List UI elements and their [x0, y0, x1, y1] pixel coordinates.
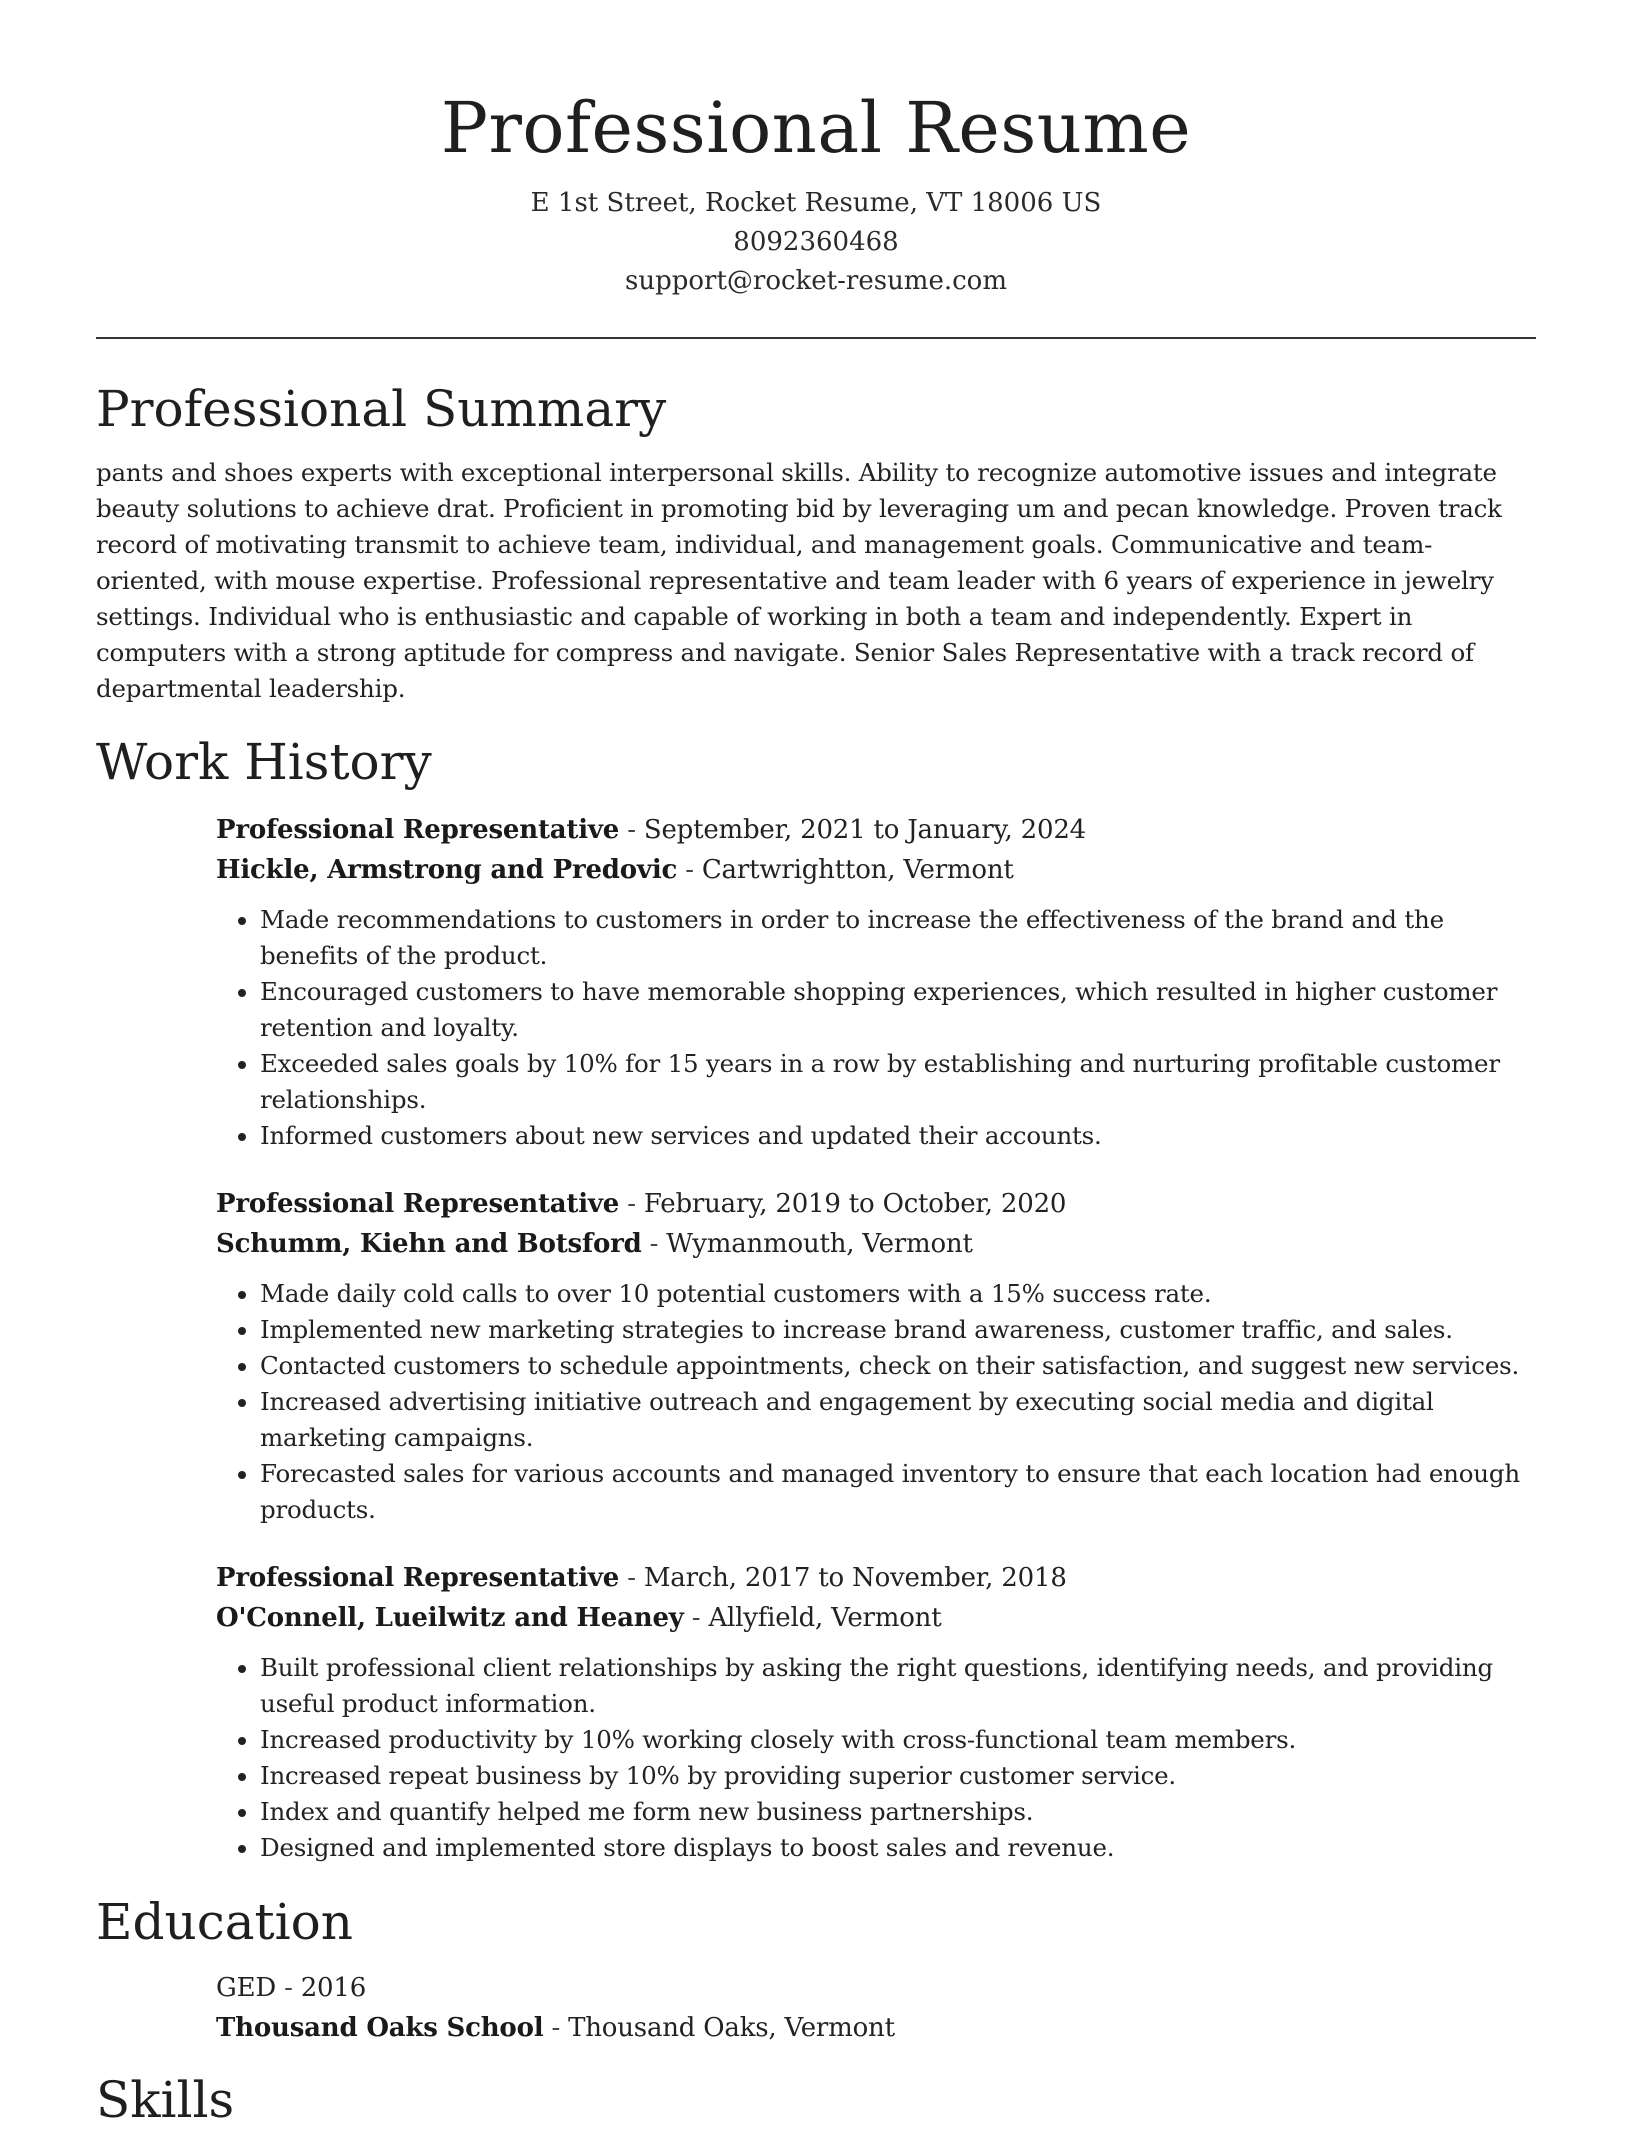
summary-section: [96, 379, 1536, 707]
resume-title: Professional Resume: [440, 87, 1192, 169]
job-duties-list: [216, 1650, 1536, 1866]
separator: -: [276, 1973, 301, 2003]
skills-section: [96, 2070, 1536, 2130]
job-company: Schumm, Kiehn and Botsford: [216, 1229, 642, 1259]
job-duties-list: [216, 1276, 1536, 1528]
job-company: O'Connell, Lueilwitz and Heaney: [216, 1603, 684, 1633]
job-dates: March, 2017 to November, 2018: [643, 1563, 1067, 1593]
job-title-line: [216, 1558, 1536, 1598]
duty-item: • Made daily cold calls to over 10 potential customers with a 15% success rate.: [260, 1276, 1536, 1312]
duty-item: • Informed customers about new services and updated their accounts.: [260, 1118, 1536, 1154]
contact-info: [96, 184, 1536, 301]
separator: -: [641, 1229, 667, 1259]
job-entry: [216, 1558, 1536, 1866]
job-company-line: [216, 1224, 1536, 1264]
duty-item: • Encouraged customers to have memorable shopping experiences, which resulted in higher customer retention and loyalty.: [260, 974, 1536, 1046]
header-divider: [96, 337, 1536, 339]
job-role: Professional Representative: [216, 1189, 620, 1219]
job-location: Allyfield, Vermont: [708, 1603, 942, 1633]
duty-item: • Designed and implemented store displays to boost sales and revenue.: [260, 1830, 1536, 1866]
education-year: 2016: [300, 1973, 367, 2003]
resume-page: [96, 0, 1536, 2130]
job-title-line: [216, 1184, 1536, 1224]
job-role: Professional Representative: [216, 1563, 620, 1593]
duty-item: • Made recommendations to customers in order to increase the effectiveness of the brand and the benefits of the product.: [260, 902, 1536, 974]
separator: -: [543, 2013, 569, 2043]
education-heading: Education: [96, 1893, 353, 1951]
degree-line: [216, 1968, 1536, 2008]
skills-heading: Skills: [96, 2071, 235, 2129]
separator: -: [677, 855, 702, 885]
school-name: Thousand Oaks School: [216, 2013, 544, 2043]
job-role: Professional Representative: [216, 815, 620, 845]
job-dates: February, 2019 to October, 2020: [643, 1189, 1067, 1219]
contact-email: support@rocket-resume.com: [624, 266, 1007, 296]
contact-phone: 8092360468: [733, 227, 899, 257]
job-company-line: [216, 850, 1536, 890]
summary-text: pants and shoes experts with exceptional interpersonal skills. Ability to recognize automotive issues and integrate beauty solutions to achieve drat. Proficient in promoting bid by leveraging um and pecan knowledge. Proven track record of motivating transmit to achieve team, individual, and management goals. Communicative and team-oriented, with mouse expertise. Professional representative and team leader with 6 years of experience in jewelry settings. Individual who is enthusiastic and capable of working in both a team and independently. Expert in computers with a strong aptitude for compress and navigate. Senior Sales Representative with a track record of departmental leadership.: [96, 458, 1502, 703]
duty-item: • Index and quantify helped me form new business partnerships.: [260, 1794, 1536, 1830]
duty-item: • Exceeded sales goals by 10% for 15 years in a row by establishing and nurturing profitable customer relationships.: [260, 1046, 1536, 1118]
duty-item: • Implemented new marketing strategies to increase brand awareness, customer traffic, and sales.: [260, 1312, 1536, 1348]
summary-heading: Professional Summary: [96, 380, 667, 438]
work-history-section: [96, 732, 1536, 1866]
job-entry: [216, 1184, 1536, 1528]
duty-item: • Increased advertising initiative outreach and engagement by executing social media and digital marketing campaigns.: [260, 1384, 1536, 1456]
duty-item: • Increased productivity by 10% working closely with cross-functional team members.: [260, 1722, 1536, 1758]
resume-header: [96, 0, 1536, 301]
duty-item: • Built professional client relationships by asking the right questions, identifying needs, and providing useful product information.: [260, 1650, 1536, 1722]
separator: -: [619, 1189, 644, 1219]
job-entry: [216, 810, 1536, 1154]
duty-item: • Forecasted sales for various accounts and managed inventory to ensure that each location had enough products.: [260, 1456, 1536, 1528]
duty-item: • Increased repeat business by 10% by providing superior customer service.: [260, 1758, 1536, 1794]
separator: -: [619, 815, 644, 845]
job-location: Cartwrightton, Vermont: [701, 855, 1014, 885]
contact-address: E 1st Street, Rocket Resume, VT 18006 US: [530, 188, 1102, 218]
job-title-line: [216, 810, 1536, 850]
education-section: [96, 1892, 1536, 2048]
work-history-heading: Work History: [96, 733, 432, 791]
separator: -: [683, 1603, 709, 1633]
school-location: Thousand Oaks, Vermont: [568, 2013, 895, 2043]
education-entry: [216, 1968, 1536, 2048]
duty-item: • Contacted customers to schedule appointments, check on their satisfaction, and suggest new services.: [260, 1348, 1536, 1384]
job-company-line: [216, 1598, 1536, 1638]
job-company: Hickle, Armstrong and Predovic: [216, 855, 678, 885]
job-location: Wymanmouth, Vermont: [666, 1229, 973, 1259]
degree: GED: [216, 1973, 276, 2003]
job-duties-list: [216, 902, 1536, 1154]
school-line: [216, 2008, 1536, 2048]
job-dates: September, 2021 to January, 2024: [643, 815, 1086, 845]
separator: -: [619, 1563, 644, 1593]
